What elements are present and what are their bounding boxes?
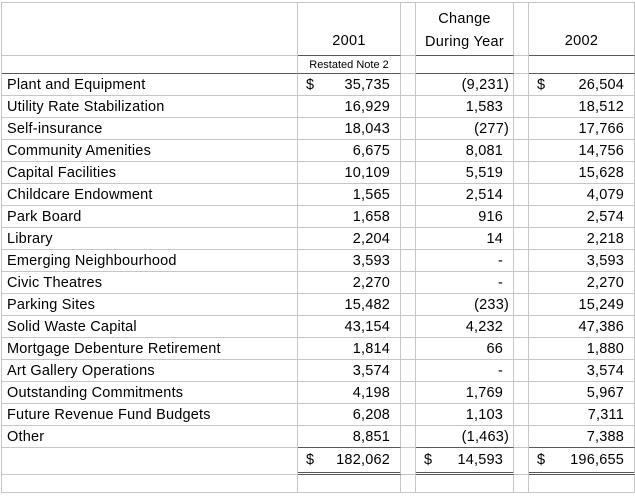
amount-2001-cell (298, 206, 401, 228)
amount-value: - (497, 362, 503, 379)
amount-change-cell (416, 404, 514, 426)
amount-2002-cell (529, 404, 635, 426)
spacer-cell (514, 338, 529, 360)
amount-value: 6,675 (352, 142, 390, 159)
spacer-cell (401, 404, 416, 426)
total-2001-cell (298, 448, 401, 475)
spacer-cell (401, 272, 416, 294)
spacer-cell (514, 316, 529, 338)
amount-value: 16,929 (344, 98, 390, 115)
amount-value: 5,519 (465, 164, 503, 181)
amount-value: 1,103 (465, 406, 503, 423)
amount-value: 66 (486, 340, 503, 357)
amount-2002-cell (529, 74, 635, 96)
amount-2001-cell (298, 228, 401, 250)
spacer-cell (514, 56, 529, 74)
row-label (2, 184, 298, 206)
amount-value: 1,583 (465, 98, 503, 115)
spacer-cell (514, 250, 529, 272)
row-label (2, 338, 298, 360)
amount-value: 2,574 (586, 208, 624, 225)
amount-value: 6,208 (352, 406, 390, 423)
amount-2001-cell (298, 294, 401, 316)
amount-2001-cell (298, 426, 401, 448)
amount-value: 8,851 (352, 428, 390, 445)
amount-value: 1,880 (586, 340, 624, 357)
row-label (2, 140, 298, 162)
amount-value: 17,766 (578, 120, 624, 137)
amount-value: 4,079 (586, 186, 624, 203)
amount-value: 18,512 (578, 98, 624, 115)
amount-2002-cell (529, 228, 635, 250)
row-label (2, 426, 298, 448)
amount-value: (277) (474, 120, 509, 137)
spacer-cell (514, 74, 529, 96)
row-label (2, 250, 298, 272)
amount-value: 15,249 (578, 296, 624, 313)
subheader-empty-cell (529, 56, 635, 74)
spacer-cell (514, 3, 529, 56)
amount-value: 1,814 (352, 340, 390, 357)
total-2001-value: 182,062 (336, 452, 390, 468)
spacer-cell (401, 140, 416, 162)
amount-value: 3,574 (586, 362, 624, 379)
amount-value: 3,574 (352, 362, 390, 379)
amount-value: (1,463) (461, 428, 509, 445)
amount-value: 15,628 (578, 164, 624, 181)
amount-change-cell (416, 250, 514, 272)
header-2001-label: 2001 (332, 33, 366, 49)
spacer-cell (401, 382, 416, 404)
spacer-cell (514, 118, 529, 140)
amount-value: (233) (474, 296, 509, 313)
amount-value: 35,735 (344, 76, 390, 93)
row-label (2, 294, 298, 316)
spacer-cell (401, 316, 416, 338)
amount-2001-cell (298, 74, 401, 96)
empty-cell (529, 475, 635, 493)
amount-2002-cell (529, 294, 635, 316)
amount-2001-cell (298, 140, 401, 162)
empty-cell (416, 475, 514, 493)
amount-value: 14,756 (578, 142, 624, 159)
dollar-sign: $ (306, 452, 315, 468)
amount-change-cell (416, 426, 514, 448)
header-empty-cell (2, 3, 298, 56)
amount-2002-cell (529, 360, 635, 382)
spacer-cell (514, 140, 529, 162)
spacer-cell (401, 338, 416, 360)
amount-value: 1,658 (352, 208, 390, 225)
amount-2002-cell (529, 338, 635, 360)
row-label (2, 228, 298, 250)
amount-change-cell (416, 162, 514, 184)
header-change-line2: During Year (424, 34, 505, 50)
row-label-text: Solid Waste Capital (7, 318, 137, 335)
row-label (2, 316, 298, 338)
amount-value: 3,593 (352, 252, 390, 269)
total-2002-cell (529, 448, 635, 475)
amount-value: 4,198 (352, 384, 390, 401)
spacer-cell (514, 228, 529, 250)
amount-value: 2,218 (586, 230, 624, 247)
amount-2001-cell (298, 162, 401, 184)
amount-2002-cell (529, 272, 635, 294)
amount-value: - (497, 274, 503, 291)
row-label-text: Outstanding Commitments (7, 384, 184, 401)
dollar-sign: $ (306, 76, 315, 93)
amount-2001-cell (298, 404, 401, 426)
row-label-text: Parking Sites (7, 296, 96, 313)
amount-value: 26,504 (578, 76, 624, 93)
amount-value: - (497, 252, 503, 269)
amount-change-cell (416, 206, 514, 228)
amount-value: 4,232 (465, 318, 503, 335)
spacer-cell (514, 294, 529, 316)
spacer-cell (401, 228, 416, 250)
amount-2002-cell (529, 206, 635, 228)
amount-change-cell (416, 184, 514, 206)
row-label (2, 206, 298, 228)
spacer-cell (401, 426, 416, 448)
total-change-value: 14,593 (457, 452, 503, 468)
header-2002 (529, 3, 635, 56)
amount-value: 47,386 (578, 318, 624, 335)
row-label (2, 272, 298, 294)
row-label-text: Future Revenue Fund Budgets (7, 406, 211, 423)
amount-value: (9,231) (461, 76, 509, 93)
amount-2001-cell (298, 338, 401, 360)
amount-value: 1,769 (465, 384, 503, 401)
amount-value: 916 (478, 208, 503, 225)
row-label-text: Capital Facilities (7, 164, 117, 181)
row-label-text: Self-insurance (7, 120, 103, 137)
row-label-text: Park Board (7, 208, 82, 225)
spacer-cell (401, 3, 416, 56)
amount-value: 7,311 (587, 406, 624, 423)
subheader-empty-cell (2, 56, 298, 74)
spacer-cell (514, 272, 529, 294)
spacer-cell (514, 360, 529, 382)
amount-change-cell (416, 316, 514, 338)
spacer-cell (401, 360, 416, 382)
row-label (2, 96, 298, 118)
amount-value: 15,482 (344, 296, 390, 313)
amount-2002-cell (529, 382, 635, 404)
row-label-text: Mortgage Debenture Retirement (7, 340, 221, 357)
spacer-cell (401, 118, 416, 140)
row-label-text: Childcare Endowment (7, 186, 153, 203)
amount-change-cell (416, 272, 514, 294)
row-label (2, 404, 298, 426)
spacer-cell (401, 74, 416, 96)
amount-2002-cell (529, 118, 635, 140)
amount-value: 7,388 (586, 428, 624, 445)
header-2001 (298, 3, 401, 56)
spacer-cell (514, 404, 529, 426)
dollar-sign: $ (537, 452, 546, 468)
amount-2001-cell (298, 382, 401, 404)
row-label-text: Civic Theatres (7, 274, 103, 291)
amount-value: 2,514 (465, 186, 503, 203)
total-2002-value: 196,655 (570, 452, 624, 468)
amount-change-cell (416, 338, 514, 360)
spacer-cell (401, 475, 416, 493)
fund-balances-table (1, 2, 635, 493)
amount-value: 5,967 (586, 384, 624, 401)
header-change-line1: Change (438, 11, 491, 27)
amount-value: 2,204 (352, 230, 390, 247)
spacer-cell (401, 250, 416, 272)
amount-change-cell (416, 74, 514, 96)
spacer-cell (401, 162, 416, 184)
amount-value: 2,270 (586, 274, 624, 291)
empty-cell (298, 475, 401, 493)
amount-2002-cell (529, 316, 635, 338)
spacer-cell (514, 448, 529, 475)
spacer-cell (401, 56, 416, 74)
amount-value: 1,565 (352, 186, 390, 203)
amount-value: 8,081 (465, 142, 503, 159)
spacer-cell (401, 294, 416, 316)
amount-2002-cell (529, 162, 635, 184)
amount-value: 43,154 (344, 318, 390, 335)
amount-2002-cell (529, 96, 635, 118)
subheader-empty-cell (416, 56, 514, 74)
header-change-during-year (416, 3, 514, 56)
row-label-text: Plant and Equipment (7, 76, 146, 93)
row-label-text: Emerging Neighbourhood (7, 252, 177, 269)
amount-2001-cell (298, 96, 401, 118)
empty-cell (2, 475, 298, 493)
row-label-text: Community Amenities (7, 142, 152, 159)
spacer-cell (514, 206, 529, 228)
total-change-cell (416, 448, 514, 475)
spacer-cell (514, 426, 529, 448)
row-label-text: Art Gallery Operations (7, 362, 155, 379)
spacer-cell (401, 184, 416, 206)
spacer-cell (514, 96, 529, 118)
dollar-sign: $ (537, 76, 546, 93)
dollar-sign: $ (424, 452, 433, 468)
amount-change-cell (416, 140, 514, 162)
amount-change-cell (416, 382, 514, 404)
spacer-cell (514, 184, 529, 206)
amount-2002-cell (529, 250, 635, 272)
amount-2001-cell (298, 360, 401, 382)
total-row-empty-cell (2, 448, 298, 475)
row-label (2, 360, 298, 382)
amount-change-cell (416, 294, 514, 316)
spacer-cell (514, 162, 529, 184)
restated-note-label: Restated Note 2 (309, 58, 389, 71)
restated-note (298, 56, 401, 74)
amount-value: 18,043 (344, 120, 390, 137)
row-label (2, 162, 298, 184)
spacer-cell (401, 206, 416, 228)
row-label-text: Other (7, 428, 45, 445)
row-label-text: Utility Rate Stabilization (7, 98, 165, 115)
amount-2002-cell (529, 426, 635, 448)
amount-2001-cell (298, 272, 401, 294)
row-label (2, 74, 298, 96)
row-label-text: Library (7, 230, 53, 247)
spacer-cell (401, 448, 416, 475)
row-label (2, 382, 298, 404)
amount-value: 10,109 (344, 164, 390, 181)
amount-2002-cell (529, 140, 635, 162)
amount-change-cell (416, 96, 514, 118)
amount-2001-cell (298, 250, 401, 272)
amount-value: 2,270 (352, 274, 390, 291)
spacer-cell (514, 382, 529, 404)
spacer-cell (514, 475, 529, 493)
amount-2002-cell (529, 184, 635, 206)
amount-value: 3,593 (586, 252, 624, 269)
header-2002-label: 2002 (564, 33, 599, 49)
spacer-cell (401, 96, 416, 118)
row-label (2, 118, 298, 140)
amount-2001-cell (298, 118, 401, 140)
amount-change-cell (416, 360, 514, 382)
amount-value: 14 (486, 230, 503, 247)
amount-change-cell (416, 118, 514, 140)
amount-2001-cell (298, 184, 401, 206)
amount-2001-cell (298, 316, 401, 338)
amount-change-cell (416, 228, 514, 250)
